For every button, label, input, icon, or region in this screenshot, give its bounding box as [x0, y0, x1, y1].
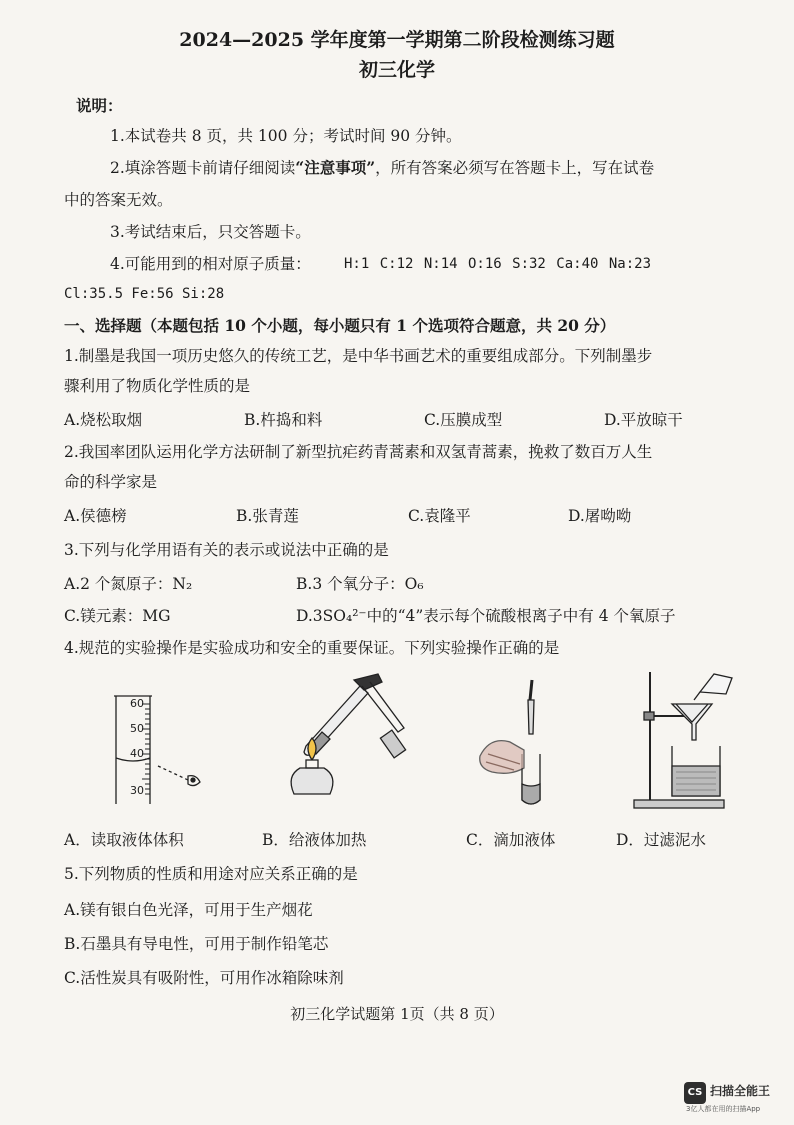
q2-option-d: D.屠呦呦	[568, 507, 632, 525]
camscanner-logo-icon: CS	[684, 1082, 706, 1104]
figure-b-heating-test-tube	[278, 668, 428, 808]
q1-option-c: C.压膜成型	[424, 411, 503, 429]
instruction-4	[110, 254, 311, 274]
q5-option-b: B.石墨具有导电性，可用于制作铅笔芯	[64, 935, 329, 953]
q2-option-a: A.侯德榜	[64, 507, 127, 525]
q3-option-c: C.镁元素：MG	[64, 607, 171, 625]
q3-option-d: D.3SO₄²⁻中的“4”表示每个硫酸根离子中有 4 个氧原子	[296, 607, 676, 625]
q1-stem-line2: 骤利用了物质化学性质的是	[64, 377, 251, 395]
instructions-heading: 说明：	[76, 96, 123, 115]
q4-option-d: D．过滤泥水	[616, 831, 706, 849]
q1-option-d: D.平放晾干	[604, 411, 683, 429]
instruction-4-label: 4.可能用到的相对原子质量：	[110, 255, 311, 273]
instruction-2	[110, 158, 654, 178]
q5-option-c: C.活性炭具有吸附性，可用作冰箱除味剂	[64, 969, 344, 987]
cylinder-tick-60: 60	[130, 697, 144, 710]
section-1-heading: 一、选择题（本题包括 10 个小题，每小题只有 1 个选项符合题意，共 20 分）	[64, 316, 616, 335]
q2-stem-line1: 2.我国率团队运用化学方法研制了新型抗疟药青蒿素和双氢青蒿素，挽救了数百万人生	[64, 443, 653, 461]
q1-option-a: A.烧松取烟	[64, 411, 143, 429]
instruction-2-line2: 中的答案无效。	[64, 191, 173, 209]
instruction-1: 1.本试卷共 8 页，共 100 分；考试时间 90 分钟。	[110, 127, 462, 145]
q3-option-a: A.2 个氮原子：N₂	[64, 575, 193, 593]
q3-stem: 3.下列与化学用语有关的表示或说法中正确的是	[64, 541, 389, 559]
atomic-masses-line2: Cl:35.5 Fe:56 Si:28	[64, 286, 225, 302]
q1-option-b: B.杵捣和料	[244, 411, 323, 429]
cylinder-tick-30: 30	[130, 784, 144, 797]
instruction-2-pre: 2.填涂答题卡前请仔细阅读	[110, 159, 296, 177]
q5-option-a: A.镁有银白色光泽，可用于生产烟花	[64, 901, 313, 919]
page-footer: 初三化学试题第 1页（共 8 页）	[290, 1005, 504, 1023]
q5-stem: 5.下列物质的性质和用途对应关系正确的是	[64, 865, 358, 883]
q2-option-b: B.张青莲	[236, 507, 299, 525]
cylinder-tick-50: 50	[130, 722, 144, 735]
q4-option-c: C．滴加液体	[466, 831, 556, 849]
atomic-masses: H:1 C:12 N:14 O:16 S:32 Ca:40 Na:23	[344, 256, 652, 272]
q4-option-a: A．读取液体体积	[64, 831, 184, 849]
q4-stem: 4.规范的实验操作是实验成功和安全的重要保证。下列实验操作正确的是	[64, 639, 560, 657]
instruction-2-emphasis: “注意事项”	[295, 158, 376, 177]
q2-option-c: C.袁隆平	[408, 507, 471, 525]
figure-c-dropping-liquid	[470, 676, 570, 806]
q4-option-b: B．给液体加热	[262, 831, 367, 849]
exam-subject: 初三化学	[358, 59, 435, 81]
cylinder-tick-40: 40	[130, 747, 144, 760]
q3-option-b: B.3 个氧分子：O₆	[296, 575, 424, 593]
q1-stem-line1: 1.制墨是我国一项历史悠久的传统工艺，是中华书画艺术的重要组成部分。下列制墨步	[64, 347, 653, 365]
figure-d-filtration	[628, 664, 758, 814]
scanner-app-name: 扫描全能王	[710, 1084, 771, 1098]
scanner-tagline: 3亿人都在用的扫描App	[686, 1105, 761, 1113]
instruction-3: 3.考试结束后，只交答题卡。	[110, 223, 311, 241]
figure-a-graduated-cylinder	[100, 690, 220, 810]
q2-stem-line2: 命的科学家是	[64, 473, 158, 491]
instruction-2-post: ，所有答案必须写在答题卡上，写在试卷	[375, 159, 655, 177]
exam-title: 2024—2025 学年度第一学期第二阶段检测练习题	[179, 29, 615, 51]
